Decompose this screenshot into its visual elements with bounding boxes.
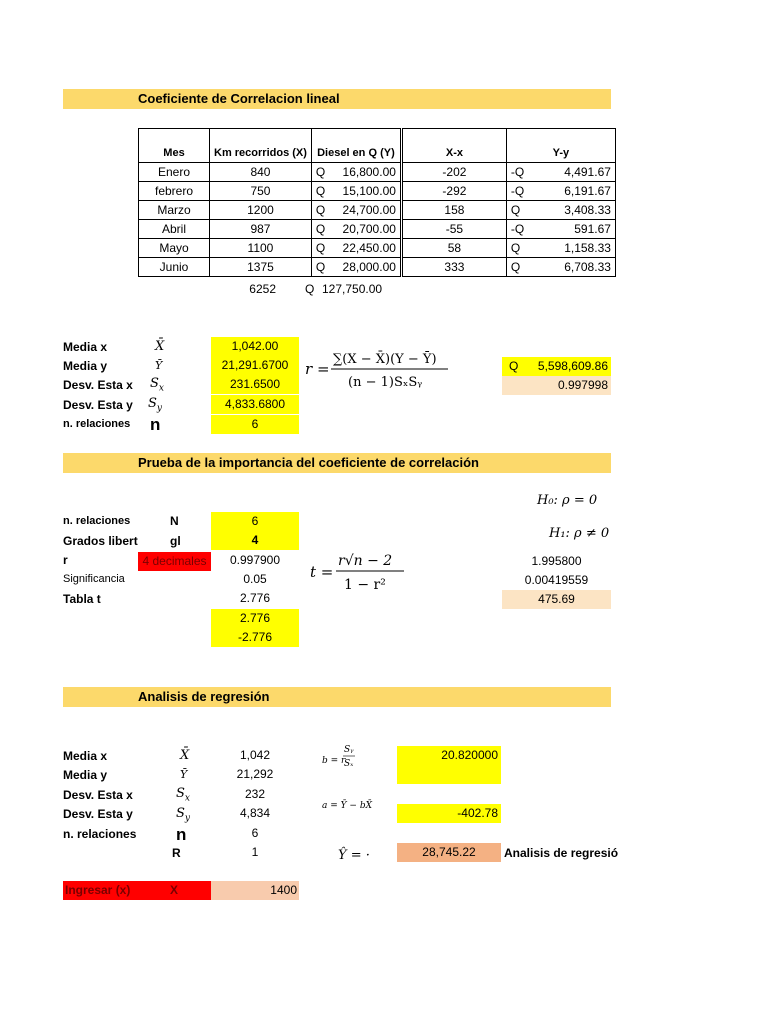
- correlation-formula: [303, 346, 453, 391]
- r-symbol-label: R: [172, 846, 181, 860]
- section-band-regression: [63, 687, 611, 707]
- ybar-symbol: Ȳ: [180, 768, 188, 781]
- cell-km: 840: [210, 163, 312, 182]
- diesel-value: 16,800.00: [342, 165, 396, 179]
- xbar-symbol: X̄: [155, 339, 165, 354]
- total-km: 6252: [249, 282, 276, 296]
- numerator-value: 5,598,609.86: [537, 359, 608, 373]
- test-label: Grados libert: [63, 534, 138, 548]
- input-symbol: X: [170, 883, 179, 897]
- regression-value: 232: [244, 787, 266, 801]
- cell-xx: 58: [401, 239, 506, 258]
- regression-label: Desv. Esta x: [63, 788, 133, 802]
- header-yy: Y-y: [506, 129, 615, 163]
- test-value: 4: [211, 531, 299, 550]
- cell-mes: Mayo: [139, 239, 210, 258]
- decimals-note: 4 decimales: [138, 552, 211, 571]
- a-value: -402.78: [397, 804, 501, 823]
- test-label: Significancia: [63, 573, 125, 585]
- currency-q: -Q: [510, 184, 525, 198]
- cell-yy: [506, 182, 615, 201]
- cell-diesel: [311, 201, 401, 220]
- cell-yy: [506, 201, 615, 220]
- cell-yy: [506, 258, 615, 277]
- t-formula: [308, 545, 408, 595]
- yhat-note: Analisis de regresió: [504, 846, 619, 860]
- header-xx: X-x: [401, 129, 506, 163]
- yy-value: 591.67: [574, 222, 611, 236]
- section-title: Prueba de la importancia del coeficiente de correlación: [138, 455, 480, 470]
- svg-text:r =: r =: [305, 360, 330, 378]
- stats-label: Media x: [63, 340, 108, 354]
- svg-text:Sᵧ: Sᵧ: [344, 745, 354, 755]
- cell-yy: [506, 163, 615, 182]
- diesel-value: 15,100.00: [342, 184, 396, 198]
- sx-symbol: $S_x$: [150, 376, 164, 394]
- cell-diesel: [311, 163, 401, 182]
- cell-km: 987: [210, 220, 312, 239]
- regression-label: Media y: [63, 768, 108, 782]
- test-value: 2.776: [211, 609, 299, 628]
- section-band-test: [63, 453, 611, 473]
- diesel-value: 20,700.00: [342, 222, 396, 236]
- hypothesis-formulas: [535, 488, 615, 548]
- b-formula: [322, 740, 372, 780]
- currency-q: Q: [315, 203, 326, 217]
- stats-value: 4,833.6800: [211, 395, 299, 414]
- regression-label: n. relaciones: [63, 827, 137, 841]
- stats-label: Desv. Esta x: [63, 378, 133, 392]
- sy-symbol: $S_y$: [148, 396, 162, 414]
- numerator-cell: [502, 357, 611, 376]
- yhat-value: 28,745.22: [397, 843, 501, 862]
- stats-value: 1,042.00: [211, 337, 299, 356]
- table-row: [139, 201, 616, 220]
- currency-q: Q: [510, 241, 521, 255]
- r-value: 0.997998: [502, 376, 611, 395]
- header-diesel: Diesel en Q (Y): [311, 129, 401, 163]
- cell-km: 750: [210, 182, 312, 201]
- test-right-1: 1.995800: [531, 554, 582, 568]
- currency-q: Q: [315, 260, 326, 274]
- sx-symbol: $S_x$: [176, 786, 190, 804]
- currency-q: Q: [510, 260, 521, 274]
- regression-value: 21,292: [236, 767, 274, 781]
- total-diesel: 127,750.00: [322, 282, 383, 296]
- cell-mes: Abril: [139, 220, 210, 239]
- xbar-symbol: X̄: [180, 748, 190, 763]
- n-symbol: n: [176, 825, 187, 844]
- data-table: [138, 128, 616, 277]
- svg-text:H₁: ρ ≠ 0: H₁: ρ ≠ 0: [549, 526, 610, 541]
- b-value-extension: [397, 765, 501, 784]
- yy-value: 3,408.33: [564, 203, 611, 217]
- regression-value: 1,042: [239, 748, 271, 762]
- numerator-q: Q: [509, 359, 519, 373]
- test-label: r: [63, 553, 68, 567]
- regression-value: 4,834: [239, 806, 271, 820]
- sy-symbol: $S_y$: [176, 806, 190, 824]
- cell-km: 1200: [210, 201, 312, 220]
- currency-q: Q: [315, 222, 326, 236]
- cell-mes: Junio: [139, 258, 210, 277]
- cell-diesel: [311, 258, 401, 277]
- table-row: [139, 258, 616, 277]
- svg-text:t =: t =: [310, 563, 334, 581]
- cell-diesel: [311, 182, 401, 201]
- table-row: [139, 163, 616, 182]
- cell-km: 1375: [210, 258, 312, 277]
- svg-text:(n − 1)SₓSᵧ: (n − 1)SₓSᵧ: [348, 375, 423, 390]
- cell-yy: [506, 220, 615, 239]
- test-value: 0.05: [243, 572, 267, 586]
- regression-value: 6: [251, 826, 259, 840]
- currency-q: Q: [510, 203, 521, 217]
- stats-label: n. relaciones: [63, 418, 131, 430]
- cell-diesel: [311, 220, 401, 239]
- section-title: Coeficiente de Correlacion lineal: [138, 91, 340, 106]
- header-mes: Mes: [139, 129, 210, 163]
- yy-value: 6,191.67: [564, 184, 611, 198]
- svg-text:Ŷ = ·: Ŷ = ·: [338, 848, 370, 863]
- diesel-value: 28,000.00: [342, 260, 396, 274]
- diesel-value: 24,700.00: [342, 203, 396, 217]
- section-band-correlation: [63, 89, 611, 109]
- test-value: 0.997900: [229, 553, 281, 567]
- cell-km: 1100: [210, 239, 312, 258]
- regression-value: 1: [251, 845, 259, 859]
- b-value: 20.820000: [397, 746, 501, 765]
- currency-q: Q: [315, 241, 326, 255]
- diesel-value: 22,450.00: [342, 241, 396, 255]
- gl-symbol-label: gl: [170, 534, 181, 548]
- cell-xx: -202: [401, 163, 506, 182]
- cell-mes: febrero: [139, 182, 210, 201]
- cell-mes: Enero: [139, 163, 210, 182]
- svg-text:H₀: ρ = 0: H₀: ρ = 0: [537, 493, 598, 508]
- header-km: Km recorridos (X): [210, 129, 312, 163]
- a-formula: [322, 795, 382, 815]
- input-label: Ingresar (x): [65, 883, 131, 897]
- svg-text:r√n − 2: r√n − 2: [338, 553, 393, 569]
- regression-label: Media x: [63, 749, 108, 763]
- total-q: Q: [305, 282, 315, 296]
- currency-q: -Q: [510, 222, 525, 236]
- svg-text:b = r: b = r: [322, 756, 346, 766]
- regression-label: Desv. Esta y: [63, 807, 133, 821]
- table-row: [139, 239, 616, 258]
- svg-text:∑(X − X̄)(Y − Ȳ): ∑(X − X̄)(Y − Ȳ): [333, 352, 437, 367]
- svg-text:Sₓ: Sₓ: [344, 759, 354, 769]
- stats-label: Media y: [63, 359, 108, 373]
- table-row: [139, 182, 616, 201]
- section-title: Analisis de regresión: [138, 689, 270, 704]
- cell-xx: 333: [401, 258, 506, 277]
- yhat-formula: [338, 843, 378, 865]
- yy-value: 1,158.33: [564, 241, 611, 255]
- n-symbol: n: [150, 415, 161, 434]
- stats-label: Desv. Esta y: [63, 398, 133, 412]
- stats-value: 231.6500: [211, 375, 299, 394]
- svg-text:1 − r²: 1 − r²: [344, 577, 386, 593]
- test-value: 6: [211, 512, 299, 531]
- test-label: n. relaciones: [63, 515, 131, 527]
- test-label: Tabla t: [63, 592, 101, 606]
- svg-text:a = Ȳ − bX̄: a = Ȳ − bX̄: [322, 801, 373, 811]
- ybar-symbol: Ȳ: [155, 359, 163, 372]
- cell-diesel: [311, 239, 401, 258]
- test-right-2: 0.00419559: [524, 573, 589, 587]
- n-symbol-label: N: [170, 514, 179, 528]
- stats-value: 6: [211, 415, 299, 434]
- test-right-3: 475.69: [502, 590, 611, 609]
- cell-mes: Marzo: [139, 201, 210, 220]
- table-row: [139, 220, 616, 239]
- yy-value: 6,708.33: [564, 260, 611, 274]
- test-value: 2.776: [239, 591, 271, 605]
- input-label-cell: [63, 881, 211, 900]
- stats-value: 21,291.6700: [211, 356, 299, 375]
- cell-yy: [506, 239, 615, 258]
- cell-xx: -292: [401, 182, 506, 201]
- yy-value: 4,491.67: [564, 165, 611, 179]
- test-value: -2.776: [211, 628, 299, 647]
- cell-xx: -55: [401, 220, 506, 239]
- currency-q: Q: [315, 165, 326, 179]
- input-x-field[interactable]: 1400: [211, 881, 299, 900]
- currency-q: Q: [315, 184, 326, 198]
- cell-xx: 158: [401, 201, 506, 220]
- currency-q: -Q: [510, 165, 525, 179]
